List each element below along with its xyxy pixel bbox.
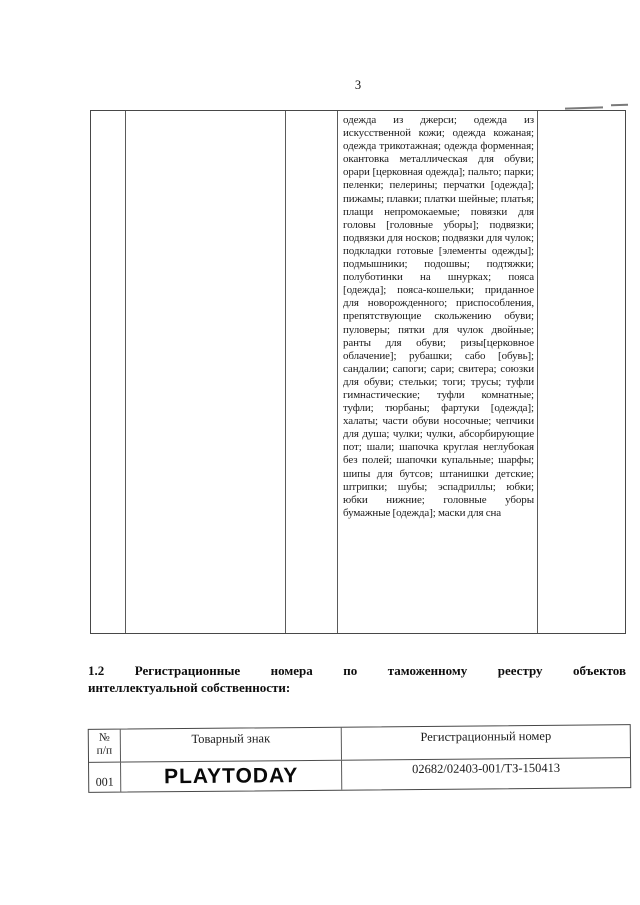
registry-header-trademark bbox=[121, 728, 342, 762]
table-row bbox=[89, 758, 630, 792]
section-heading bbox=[88, 663, 626, 696]
registry-table bbox=[88, 724, 632, 793]
registry-table-header-row bbox=[89, 725, 630, 763]
goods-table-col-goods bbox=[338, 111, 538, 633]
registry-header-num-line1: № bbox=[98, 731, 110, 744]
section-heading-line2: интеллектуальной собственности: bbox=[88, 679, 291, 695]
registry-header-trademark-label: Товарный знак bbox=[191, 731, 271, 746]
goods-table-col-trademark bbox=[126, 111, 286, 633]
trademark-name: PLAYTODAY bbox=[163, 763, 299, 788]
registry-cell-trademark bbox=[121, 761, 342, 792]
row-number: 001 bbox=[95, 774, 114, 789]
scan-artifact bbox=[611, 104, 628, 107]
section-heading-line1: 1.2 Регистрационные номера по таможенному реестру объектов bbox=[88, 663, 626, 678]
goods-table bbox=[90, 110, 626, 634]
registry-header-reg-number-label: Регистрационный номер bbox=[420, 728, 552, 744]
registry-header-num bbox=[89, 730, 121, 762]
registry-cell-reg-number bbox=[342, 758, 630, 790]
registry-header-reg-number bbox=[342, 725, 630, 760]
goods-list-text: одежда из джерси; одежда из искусственной кожи; одежда кожаная; одежда трикотажная; одежда форменная; окантовка металлическая для обуви; орари [церковная одежда]; пальто; парки; пеленки; пелерины; перчатки [одежда]; пижамы; плавки; платки шейные; платья; плащи непромокаемые; повязки для головы [головные уборы]; подвязки; подвязки для носков; подвязки для чулок; подкладки готовые [элементы одежды]; подмышники; подошвы; подтяжки; полуботинки на шнурках; пояса [одежда]; пояса-кошельки; приданное для новорожденного; приспособления, препятствующие скольжению обуви; пуловеры; пятки для чулок двойные; ранты для обуви; ризы[церковное облачение]; рубашки; сабо [обувь]; сандалии; сапоги; сари; свитера; союзки для обуви; стельки; тоги; трусы; туфли гимнастические; туфли комнатные; туфли; тюрбаны; фартуки [одежда]; халаты; части обуви носочные; чепчики для душа; чулки; чулки, абсорбирующие пот; шали; шапочка круглая неглубокая без полей; шапочки купальные; шарфы; шипы для бутсов; штанишки детские; штрипки; шубы; эспадриллы; юбки; юбки нижние; головные уборы бумажные [одежда]; маски для сна bbox=[343, 114, 534, 519]
goods-table-col-number bbox=[91, 111, 126, 633]
page-number: 3 bbox=[354, 78, 362, 92]
registry-cell-num bbox=[89, 763, 121, 792]
goods-table-col-class bbox=[286, 111, 338, 633]
registry-header-num-line2: п/п bbox=[96, 744, 113, 757]
registration-number: 02682/02403-001/ТЗ-150413 bbox=[412, 760, 561, 777]
goods-table-col-notes bbox=[538, 111, 625, 633]
